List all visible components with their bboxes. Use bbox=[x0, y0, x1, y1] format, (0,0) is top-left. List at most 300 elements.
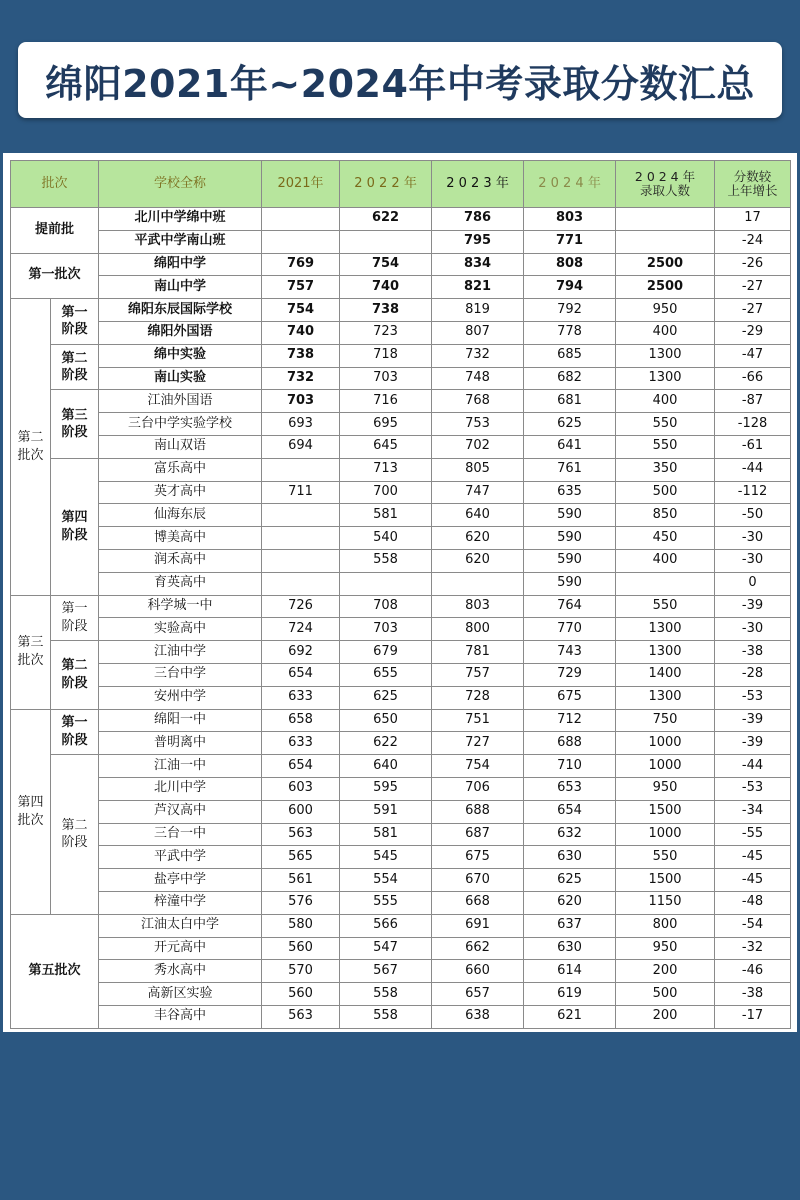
batch-third-line2: 批次 bbox=[17, 653, 44, 669]
score-change: -50 bbox=[715, 504, 791, 527]
score-2024: 590 bbox=[524, 572, 616, 595]
school-name: 绵阳一中 bbox=[99, 709, 262, 732]
admission-count: 950 bbox=[616, 937, 715, 960]
score-2022: 581 bbox=[340, 823, 432, 846]
admission-count: 400 bbox=[616, 321, 715, 344]
score-2021: 570 bbox=[262, 960, 340, 983]
score-2023: 800 bbox=[432, 618, 524, 641]
admission-count: 1300 bbox=[616, 367, 715, 390]
score-2022: 703 bbox=[340, 367, 432, 390]
school-name: 秀水高中 bbox=[99, 960, 262, 983]
batch-fourth-line1: 第四 bbox=[17, 795, 44, 811]
score-2024: 641 bbox=[524, 435, 616, 458]
score-2024: 729 bbox=[524, 663, 616, 686]
school-name: 博美高中 bbox=[99, 527, 262, 550]
score-2021 bbox=[262, 230, 340, 253]
score-2022 bbox=[340, 230, 432, 253]
admission-count: 850 bbox=[616, 504, 715, 527]
score-2024: 654 bbox=[524, 800, 616, 823]
score-2023: 706 bbox=[432, 777, 524, 800]
score-2024: 637 bbox=[524, 914, 616, 937]
score-2023: 732 bbox=[432, 344, 524, 367]
batch2-stage4 bbox=[51, 458, 99, 595]
score-2022: 558 bbox=[340, 1005, 432, 1028]
score-2024: 770 bbox=[524, 618, 616, 641]
table-row bbox=[11, 641, 791, 664]
score-2021: 711 bbox=[262, 481, 340, 504]
school-name: 三台中学实验学校 bbox=[99, 413, 262, 436]
table-row bbox=[11, 937, 791, 960]
batch2-stage3-line1: 第三 bbox=[61, 407, 88, 423]
admission-count: 1300 bbox=[616, 686, 715, 709]
batch2-stage4-line2: 阶段 bbox=[61, 527, 88, 543]
score-2022: 754 bbox=[340, 253, 432, 276]
table-row bbox=[11, 960, 791, 983]
score-2023: 748 bbox=[432, 367, 524, 390]
school-name: 绵阳东辰国际学校 bbox=[99, 299, 262, 322]
admission-count: 1500 bbox=[616, 869, 715, 892]
school-name: 高新区实验 bbox=[99, 983, 262, 1006]
school-name: 南山实验 bbox=[99, 367, 262, 390]
score-2021: 576 bbox=[262, 891, 340, 914]
score-2023: 620 bbox=[432, 549, 524, 572]
batch3-stage1 bbox=[51, 595, 99, 641]
batch-fifth: 第五批次 bbox=[11, 914, 99, 1028]
school-name: 南山中学 bbox=[99, 276, 262, 299]
score-2023: 803 bbox=[432, 595, 524, 618]
admission-count bbox=[616, 208, 715, 231]
table-row bbox=[11, 914, 791, 937]
score-change: -44 bbox=[715, 458, 791, 481]
table-row bbox=[11, 869, 791, 892]
admission-count: 1000 bbox=[616, 823, 715, 846]
school-name: 平武中学南山班 bbox=[99, 230, 262, 253]
admission-count bbox=[616, 572, 715, 595]
score-change: -26 bbox=[715, 253, 791, 276]
table-row bbox=[11, 1005, 791, 1028]
score-2024: 590 bbox=[524, 504, 616, 527]
table-row bbox=[11, 663, 791, 686]
score-2021 bbox=[262, 549, 340, 572]
score-2022: 679 bbox=[340, 641, 432, 664]
score-2021: 633 bbox=[262, 686, 340, 709]
batch3-stage1-line1: 第一 bbox=[61, 601, 88, 617]
school-name: 丰谷高中 bbox=[99, 1005, 262, 1028]
admission-count: 2500 bbox=[616, 276, 715, 299]
score-change: -44 bbox=[715, 755, 791, 778]
batch-fourth-line2: 批次 bbox=[17, 812, 44, 828]
school-name: 江油中学 bbox=[99, 641, 262, 664]
score-2023: 727 bbox=[432, 732, 524, 755]
batch2-stage1 bbox=[51, 299, 99, 345]
score-2023: 821 bbox=[432, 276, 524, 299]
score-change: -55 bbox=[715, 823, 791, 846]
batch2-stage3-line2: 阶段 bbox=[61, 425, 88, 441]
score-2023: 620 bbox=[432, 527, 524, 550]
score-2023: 834 bbox=[432, 253, 524, 276]
table-row bbox=[11, 367, 791, 390]
score-change: -53 bbox=[715, 686, 791, 709]
header-2021: 2021年 bbox=[262, 161, 340, 208]
score-2022: 591 bbox=[340, 800, 432, 823]
score-2022: 713 bbox=[340, 458, 432, 481]
score-change: -54 bbox=[715, 914, 791, 937]
admission-count: 1000 bbox=[616, 732, 715, 755]
score-2021: 560 bbox=[262, 937, 340, 960]
table-row bbox=[11, 549, 791, 572]
score-2021: 757 bbox=[262, 276, 340, 299]
score-2021: 563 bbox=[262, 1005, 340, 1028]
score-2021 bbox=[262, 572, 340, 595]
score-2021: 654 bbox=[262, 755, 340, 778]
score-table bbox=[10, 160, 791, 1029]
table-row bbox=[11, 823, 791, 846]
score-2024: 792 bbox=[524, 299, 616, 322]
school-name: 安州中学 bbox=[99, 686, 262, 709]
score-2023: 805 bbox=[432, 458, 524, 481]
admission-count: 1300 bbox=[616, 618, 715, 641]
score-2024: 625 bbox=[524, 869, 616, 892]
table-row bbox=[11, 709, 791, 732]
header-2022: 2 0 2 2 年 bbox=[340, 161, 432, 208]
score-2021: 726 bbox=[262, 595, 340, 618]
score-2022: 655 bbox=[340, 663, 432, 686]
score-2022: 645 bbox=[340, 435, 432, 458]
batch4-stage2-line1: 第二 bbox=[61, 817, 88, 833]
score-2022: 695 bbox=[340, 413, 432, 436]
header-count-line1: 2 0 2 4 年 bbox=[634, 168, 696, 184]
table-row bbox=[11, 686, 791, 709]
score-2024: 590 bbox=[524, 527, 616, 550]
table-row bbox=[11, 208, 791, 231]
score-change: -32 bbox=[715, 937, 791, 960]
table-row bbox=[11, 458, 791, 481]
score-2022: 581 bbox=[340, 504, 432, 527]
admission-count: 800 bbox=[616, 914, 715, 937]
score-2023: 753 bbox=[432, 413, 524, 436]
header-admission-count bbox=[616, 161, 715, 208]
score-2021: 692 bbox=[262, 641, 340, 664]
score-2023: 754 bbox=[432, 755, 524, 778]
table-row bbox=[11, 504, 791, 527]
score-change: -30 bbox=[715, 618, 791, 641]
admission-count: 550 bbox=[616, 846, 715, 869]
score-2022: 622 bbox=[340, 208, 432, 231]
batch4-stage2-line2: 阶段 bbox=[61, 835, 88, 851]
admission-count: 200 bbox=[616, 1005, 715, 1028]
score-2023: 728 bbox=[432, 686, 524, 709]
score-2021: 560 bbox=[262, 983, 340, 1006]
score-change: -17 bbox=[715, 1005, 791, 1028]
score-2023: 795 bbox=[432, 230, 524, 253]
score-2024: 803 bbox=[524, 208, 616, 231]
batch-second-line2: 批次 bbox=[17, 447, 44, 463]
score-2021 bbox=[262, 458, 340, 481]
score-2022: 566 bbox=[340, 914, 432, 937]
batch-second-line1: 第二 bbox=[17, 430, 44, 446]
admission-count: 550 bbox=[616, 413, 715, 436]
batch-fourth bbox=[11, 709, 51, 914]
batch-tiqian: 提前批 bbox=[11, 208, 99, 254]
score-change: -39 bbox=[715, 595, 791, 618]
batch4-stage1-line2: 阶段 bbox=[61, 732, 88, 748]
school-name: 盐亭中学 bbox=[99, 869, 262, 892]
score-2021: 580 bbox=[262, 914, 340, 937]
table-row bbox=[11, 755, 791, 778]
score-table-container bbox=[3, 153, 797, 1032]
score-change: -112 bbox=[715, 481, 791, 504]
score-2021 bbox=[262, 208, 340, 231]
score-change: -128 bbox=[715, 413, 791, 436]
header-school: 学校全称 bbox=[99, 161, 262, 208]
admission-count: 1300 bbox=[616, 641, 715, 664]
score-2023: 668 bbox=[432, 891, 524, 914]
score-2023: 688 bbox=[432, 800, 524, 823]
admission-count: 750 bbox=[616, 709, 715, 732]
batch-first: 第一批次 bbox=[11, 253, 99, 299]
school-name: 梓潼中学 bbox=[99, 891, 262, 914]
table-row bbox=[11, 299, 791, 322]
table-row bbox=[11, 777, 791, 800]
admission-count: 550 bbox=[616, 435, 715, 458]
score-2024: 614 bbox=[524, 960, 616, 983]
batch3-stage1-line2: 阶段 bbox=[61, 618, 88, 634]
school-name: 科学城一中 bbox=[99, 595, 262, 618]
score-2024: 619 bbox=[524, 983, 616, 1006]
score-2022: 650 bbox=[340, 709, 432, 732]
score-2024: 682 bbox=[524, 367, 616, 390]
score-2022: 558 bbox=[340, 983, 432, 1006]
score-change: -66 bbox=[715, 367, 791, 390]
batch4-stage1 bbox=[51, 709, 99, 755]
score-change: -28 bbox=[715, 663, 791, 686]
header-2023: 2 0 2 3 年 bbox=[432, 161, 524, 208]
title-banner bbox=[18, 42, 782, 118]
school-name: 三台一中 bbox=[99, 823, 262, 846]
score-change: -38 bbox=[715, 983, 791, 1006]
batch2-stage1-line1: 第一 bbox=[61, 304, 88, 320]
admission-count: 500 bbox=[616, 983, 715, 1006]
admission-count: 1400 bbox=[616, 663, 715, 686]
score-2024: 743 bbox=[524, 641, 616, 664]
score-change: -61 bbox=[715, 435, 791, 458]
score-2021: 561 bbox=[262, 869, 340, 892]
score-change: -53 bbox=[715, 777, 791, 800]
score-change: -30 bbox=[715, 527, 791, 550]
score-2021: 658 bbox=[262, 709, 340, 732]
score-2022: 703 bbox=[340, 618, 432, 641]
admission-count: 950 bbox=[616, 777, 715, 800]
table-row bbox=[11, 572, 791, 595]
score-2023: 657 bbox=[432, 983, 524, 1006]
score-2023: 662 bbox=[432, 937, 524, 960]
batch2-stage2 bbox=[51, 344, 99, 390]
score-2021: 565 bbox=[262, 846, 340, 869]
score-change: -30 bbox=[715, 549, 791, 572]
batch2-stage3 bbox=[51, 390, 99, 458]
score-2023: 807 bbox=[432, 321, 524, 344]
batch2-stage2-line1: 第二 bbox=[61, 350, 88, 366]
score-2024: 630 bbox=[524, 846, 616, 869]
score-2023: 670 bbox=[432, 869, 524, 892]
score-2021: 732 bbox=[262, 367, 340, 390]
school-name: 平武中学 bbox=[99, 846, 262, 869]
score-2022: 540 bbox=[340, 527, 432, 550]
school-name: 育英高中 bbox=[99, 572, 262, 595]
table-row bbox=[11, 344, 791, 367]
admission-count: 1000 bbox=[616, 755, 715, 778]
score-2021: 654 bbox=[262, 663, 340, 686]
score-2021: 740 bbox=[262, 321, 340, 344]
score-2023: 781 bbox=[432, 641, 524, 664]
table-header-row bbox=[11, 161, 791, 208]
score-2021: 633 bbox=[262, 732, 340, 755]
score-2022: 554 bbox=[340, 869, 432, 892]
table-row bbox=[11, 527, 791, 550]
score-2023: 702 bbox=[432, 435, 524, 458]
batch3-stage2-line2: 阶段 bbox=[61, 675, 88, 691]
table-row bbox=[11, 230, 791, 253]
score-2023: 660 bbox=[432, 960, 524, 983]
admission-count: 950 bbox=[616, 299, 715, 322]
batch2-stage2-line2: 阶段 bbox=[61, 368, 88, 384]
score-2022: 718 bbox=[340, 344, 432, 367]
table-row bbox=[11, 481, 791, 504]
score-change: -87 bbox=[715, 390, 791, 413]
score-change: -46 bbox=[715, 960, 791, 983]
score-2024: 761 bbox=[524, 458, 616, 481]
score-2024: 632 bbox=[524, 823, 616, 846]
admission-count: 500 bbox=[616, 481, 715, 504]
score-2023 bbox=[432, 572, 524, 595]
admission-count: 1300 bbox=[616, 344, 715, 367]
school-name: 江油太白中学 bbox=[99, 914, 262, 937]
score-change: -45 bbox=[715, 846, 791, 869]
table-row bbox=[11, 846, 791, 869]
score-2024: 625 bbox=[524, 413, 616, 436]
table-row bbox=[11, 595, 791, 618]
score-2024: 675 bbox=[524, 686, 616, 709]
score-2021: 694 bbox=[262, 435, 340, 458]
score-2022: 640 bbox=[340, 755, 432, 778]
score-2023: 768 bbox=[432, 390, 524, 413]
score-2021 bbox=[262, 504, 340, 527]
score-2024: 794 bbox=[524, 276, 616, 299]
score-2023: 640 bbox=[432, 504, 524, 527]
school-name: 北川中学 bbox=[99, 777, 262, 800]
score-2022: 708 bbox=[340, 595, 432, 618]
score-2021: 703 bbox=[262, 390, 340, 413]
score-2023: 638 bbox=[432, 1005, 524, 1028]
school-name: 江油一中 bbox=[99, 755, 262, 778]
table-row bbox=[11, 390, 791, 413]
score-2022: 740 bbox=[340, 276, 432, 299]
table-body bbox=[11, 208, 791, 1029]
score-2022: 595 bbox=[340, 777, 432, 800]
admission-count: 550 bbox=[616, 595, 715, 618]
score-2023: 786 bbox=[432, 208, 524, 231]
score-2022: 700 bbox=[340, 481, 432, 504]
score-2023: 751 bbox=[432, 709, 524, 732]
score-2022: 723 bbox=[340, 321, 432, 344]
school-name: 绵阳外国语 bbox=[99, 321, 262, 344]
admission-count: 450 bbox=[616, 527, 715, 550]
score-2024: 771 bbox=[524, 230, 616, 253]
batch2-stage1-line2: 阶段 bbox=[61, 322, 88, 338]
header-2024: 2 0 2 4 年 bbox=[524, 161, 616, 208]
admission-count: 200 bbox=[616, 960, 715, 983]
batch4-stage1-line1: 第一 bbox=[61, 715, 88, 731]
score-2023: 691 bbox=[432, 914, 524, 937]
admission-count: 400 bbox=[616, 390, 715, 413]
score-2021: 724 bbox=[262, 618, 340, 641]
table-row bbox=[11, 413, 791, 436]
score-2024: 620 bbox=[524, 891, 616, 914]
score-change: -34 bbox=[715, 800, 791, 823]
score-2024: 710 bbox=[524, 755, 616, 778]
score-change: -27 bbox=[715, 299, 791, 322]
batch2-stage4-line1: 第四 bbox=[61, 510, 88, 526]
batch-third bbox=[11, 595, 51, 709]
score-2022: 545 bbox=[340, 846, 432, 869]
score-2021 bbox=[262, 527, 340, 550]
score-change: 0 bbox=[715, 572, 791, 595]
school-name: 南山双语 bbox=[99, 435, 262, 458]
score-2024: 621 bbox=[524, 1005, 616, 1028]
score-2021: 563 bbox=[262, 823, 340, 846]
score-2021: 754 bbox=[262, 299, 340, 322]
score-change: -45 bbox=[715, 869, 791, 892]
score-2024: 764 bbox=[524, 595, 616, 618]
admission-count: 400 bbox=[616, 549, 715, 572]
school-name: 三台中学 bbox=[99, 663, 262, 686]
score-change: -39 bbox=[715, 709, 791, 732]
school-name: 芦汉高中 bbox=[99, 800, 262, 823]
school-name: 普明离中 bbox=[99, 732, 262, 755]
header-inc-line2: 上年增长 bbox=[727, 183, 778, 198]
score-2023: 675 bbox=[432, 846, 524, 869]
table-row bbox=[11, 276, 791, 299]
score-2021: 600 bbox=[262, 800, 340, 823]
score-change: 17 bbox=[715, 208, 791, 231]
score-2022 bbox=[340, 572, 432, 595]
school-name: 开元高中 bbox=[99, 937, 262, 960]
score-2022: 555 bbox=[340, 891, 432, 914]
score-2022: 738 bbox=[340, 299, 432, 322]
batch3-stage2 bbox=[51, 641, 99, 709]
score-2022: 716 bbox=[340, 390, 432, 413]
score-2021: 693 bbox=[262, 413, 340, 436]
school-name: 富乐高中 bbox=[99, 458, 262, 481]
page-title: 绵阳2021年~2024年中考录取分数汇总 bbox=[45, 61, 755, 106]
table-row bbox=[11, 618, 791, 641]
score-change: -39 bbox=[715, 732, 791, 755]
score-change: -27 bbox=[715, 276, 791, 299]
header-score-change bbox=[715, 161, 791, 208]
score-2022: 547 bbox=[340, 937, 432, 960]
score-2022: 567 bbox=[340, 960, 432, 983]
batch4-stage2 bbox=[51, 755, 99, 915]
score-2024: 590 bbox=[524, 549, 616, 572]
admission-count bbox=[616, 230, 715, 253]
score-2022: 558 bbox=[340, 549, 432, 572]
score-2024: 635 bbox=[524, 481, 616, 504]
school-name: 绵中实验 bbox=[99, 344, 262, 367]
score-2023: 687 bbox=[432, 823, 524, 846]
admission-count: 1500 bbox=[616, 800, 715, 823]
admission-count: 2500 bbox=[616, 253, 715, 276]
table-row bbox=[11, 253, 791, 276]
